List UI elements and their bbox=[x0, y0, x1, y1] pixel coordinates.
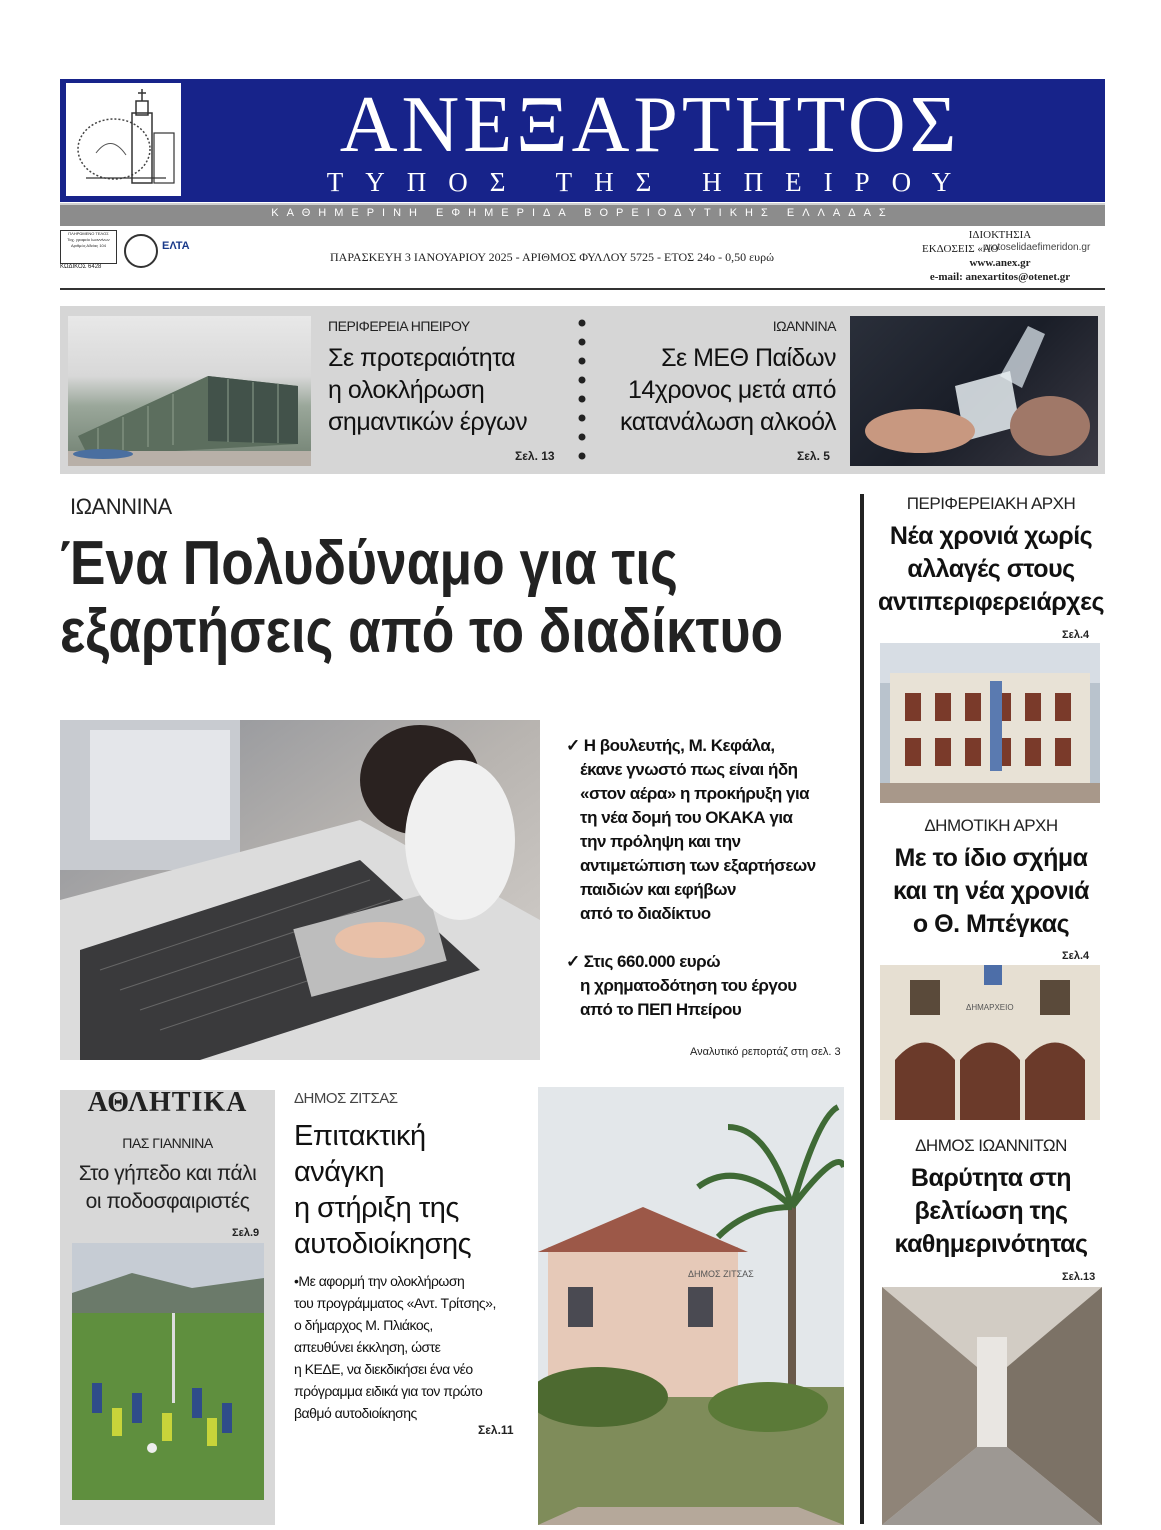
page-ref: Σελ.11 bbox=[478, 1423, 514, 1437]
logo-drawing-icon bbox=[66, 83, 181, 196]
email-link[interactable]: e-mail: anexartitos@otenet.gr bbox=[929, 271, 1071, 283]
rc-headline[interactable] bbox=[876, 520, 1106, 619]
bottle-hand-icon bbox=[850, 316, 1098, 466]
dotted-separator bbox=[578, 318, 586, 468]
rc-headline[interactable] bbox=[876, 842, 1106, 941]
building-render-icon bbox=[68, 316, 311, 466]
headline-line: Ένα Πολυδύναμο για τις bbox=[60, 529, 678, 598]
report-reference: Αναλυτικό ρεπορτάζ στη σελ. 3 bbox=[690, 1046, 841, 1058]
headline-line: οι ποδοσφαιριστές bbox=[85, 1190, 250, 1213]
headline-line: η ολοκλήρωση bbox=[328, 376, 485, 404]
photo-town-hall bbox=[880, 965, 1100, 1120]
postage-line: Αριθμός Αδείας 104 bbox=[71, 243, 106, 248]
rc-kicker: ΔΗΜΟΤΙΚΗ ΑΡΧΗ bbox=[924, 816, 1058, 835]
main-kicker: ΙΩΑΝΝΙΝΑ bbox=[70, 494, 172, 519]
headline-line: αλλαγές στους bbox=[907, 555, 1075, 583]
body-line: βαθμό αυτοδιοίκησης bbox=[294, 1405, 417, 1421]
photo-regional-building bbox=[880, 643, 1100, 803]
zitsa-sign: ΔΗΜΟΣ ΖΙΤΣΑΣ bbox=[688, 1269, 754, 1279]
newspaper-subtitle: ΤΥΠΟΣ ΤΗΣ ΗΠΕΙΡΟΥ bbox=[326, 167, 974, 197]
bullet-line: τη νέα δομή του ΟΚΑΚΑ για bbox=[580, 808, 793, 827]
teaser-label: ΙΩΑΝΝΙΝΑ bbox=[772, 318, 836, 334]
page-ref: Σελ.4 bbox=[1062, 629, 1090, 641]
bullet-line: η χρηματοδότηση του έργου bbox=[580, 976, 797, 995]
rc-headline[interactable] bbox=[876, 1162, 1106, 1261]
postage-line: Ταχ. γραφείο Ιωαννίνων bbox=[67, 237, 110, 242]
postage-box bbox=[60, 230, 117, 264]
teaser-photo-building bbox=[68, 316, 311, 466]
headline-line: κατανάλωση αλκοόλ bbox=[620, 408, 836, 436]
page-ref: Σελ.9 bbox=[232, 1227, 260, 1239]
teaser-label: ΠΕΡΙΦΕΡΕΙΑ ΗΠΕΙΡΟΥ bbox=[328, 318, 470, 334]
headline-line: αντιπεριφερειάρχες bbox=[878, 588, 1104, 616]
headline-line: ο Θ. Μπέγκας bbox=[912, 910, 1070, 938]
headline-line: βελτίωση της bbox=[914, 1197, 1068, 1225]
watermark: protoselidaefimeridon.gr bbox=[983, 242, 1091, 253]
ownership-line: ΕΚΔΟΣΕΙΣ «ΛΟ bbox=[922, 243, 999, 255]
photo-zitsa-townhall bbox=[538, 1087, 844, 1525]
bullet-line: Η βουλευτής, Μ. Κεφάλα, bbox=[583, 736, 775, 755]
headline-line: Σε προτεραιότητα bbox=[328, 344, 516, 372]
headline-line: η στήριξη της bbox=[294, 1192, 459, 1224]
website-link[interactable]: www.anex.gr bbox=[969, 257, 1031, 269]
headline-line: Με το ίδιο σχήμα bbox=[894, 844, 1088, 872]
check-icon: ✓ bbox=[566, 736, 580, 755]
zitsa-body bbox=[294, 1270, 534, 1424]
zitsa-kicker: ΔΗΜΟΣ ΖΙΤΣΑΣ bbox=[294, 1090, 398, 1107]
photo-street bbox=[882, 1287, 1102, 1525]
bullet-line: «στον αέρα» η προκήρυξη για bbox=[580, 784, 810, 803]
page-ref: Σελ.4 bbox=[1062, 950, 1090, 962]
tagline: ΚΑΘΗΜΕΡΙΝΗ ΕΦΗΜΕΡΙΔΑ ΒΟΡΕΙΟΔΥΤΙΚΗΣ ΕΛΛΑΔΑΣ bbox=[271, 207, 894, 219]
headline-line: Σε ΜΕΘ Παίδων bbox=[661, 344, 836, 372]
headline-line: σημαντικών έργων bbox=[328, 408, 528, 436]
body-line: απευθύνει έκκληση, ώστε bbox=[294, 1339, 441, 1355]
headline-line: ανάγκη bbox=[294, 1156, 385, 1188]
photo-football-training bbox=[72, 1243, 264, 1500]
headline-line: Βαρύτητα στη bbox=[910, 1164, 1072, 1192]
body-line: ο δήμαρχος Μ. Πλιάκος, bbox=[294, 1317, 433, 1333]
main-photo-child-computer bbox=[60, 720, 540, 1060]
headline-line: 14χρονος μετά από bbox=[627, 376, 836, 404]
elta-logo bbox=[162, 236, 212, 264]
bullet-line: αντιμετώπιση των εξαρτήσεων bbox=[580, 856, 816, 875]
sports-kicker: ΠΑΣ ΓΙΑΝΝΙΝΑ bbox=[122, 1135, 213, 1151]
body-line: η ΚΕΔΕ, να διεκδικήσει ένα νέο bbox=[294, 1361, 473, 1377]
bullet-line: Στις 660.000 ευρώ bbox=[583, 952, 721, 971]
bullet-line: έκανε γνωστό πως είναι ήδη bbox=[580, 760, 798, 779]
teaser-headline[interactable] bbox=[328, 342, 558, 438]
headline-line: Στο γήπεδο και πάλι bbox=[78, 1162, 257, 1185]
main-bullet-1 bbox=[566, 734, 856, 926]
newspaper-title: ΑΝΕΞΑΡΤΗΤΟΣ bbox=[339, 81, 961, 169]
bullet-line: από το ΠΕΠ Ηπείρου bbox=[580, 1000, 742, 1019]
bullet-line: παιδιών και εφήβων bbox=[580, 880, 736, 899]
headline-line: καθημερινότητας bbox=[894, 1230, 1088, 1258]
main-headline[interactable] bbox=[60, 530, 851, 666]
column-rule bbox=[860, 494, 864, 1524]
rc-kicker: ΔΗΜΟΣ ΙΩΑΝΝΙΤΩΝ bbox=[915, 1136, 1067, 1155]
zitsa-headline[interactable] bbox=[294, 1118, 534, 1262]
body-line: του προγράμματος «Αντ. Τρίτσης», bbox=[294, 1295, 496, 1311]
sports-section-title: ΑΘΛΗΤΙΚΑ bbox=[87, 1087, 248, 1118]
headline-line: και τη νέα χρονιά bbox=[892, 877, 1090, 905]
sports-headline[interactable] bbox=[60, 1160, 275, 1216]
seal-icon bbox=[124, 234, 158, 268]
main-bullet-2 bbox=[566, 950, 856, 1022]
ownership-line: ΙΔΙΟΚΤΗΣΙΑ bbox=[968, 229, 1032, 241]
bullet-line: την πρόληψη και την bbox=[580, 832, 741, 851]
dateline: ΠΑΡΑΣΚΕΥΗ 3 ΙΑΝΟΥΑΡΙΟΥ 2025 - ΑΡΙΘΜΟΣ ΦΥΛΛΟΥ 5725 - ΕΤΟΣ 24ο - 0,50 ευρώ bbox=[330, 250, 774, 264]
page-ref: Σελ. 5 bbox=[797, 449, 830, 463]
headline-line: εξαρτήσεις από το διαδίκτυο bbox=[60, 597, 784, 666]
postal-code: ΚΩΔΙΚΟΣ 6428 bbox=[60, 264, 102, 270]
ownership-block bbox=[900, 228, 1100, 284]
postage-line: ΠΛΗΡΩΜΕΝΟ ΤΕΛΟΣ bbox=[68, 231, 109, 236]
page-ref: Σελ.13 bbox=[1062, 1271, 1096, 1283]
teaser-photo-alcohol bbox=[850, 316, 1098, 466]
page-ref: Σελ. 13 bbox=[515, 449, 555, 463]
headline-line: Νέα χρονιά χωρίς bbox=[889, 522, 1093, 550]
rc-kicker: ΠΕΡΙΦΕΡΕΙΑΚΗ ΑΡΧΗ bbox=[906, 494, 1076, 513]
check-icon: ✓ bbox=[566, 952, 580, 971]
body-line: •Με αφορμή την ολοκλήρωση bbox=[294, 1273, 465, 1289]
divider bbox=[60, 288, 1105, 290]
headline-line: αυτοδιοίκησης bbox=[294, 1228, 472, 1260]
body-line: πρόγραμμα ειδικά για τον πρώτο bbox=[294, 1383, 483, 1399]
building-sign: ΔΗΜΑΡΧΕΙΟ bbox=[966, 1003, 1014, 1012]
bullet-line: από το διαδίκτυο bbox=[580, 904, 711, 923]
elta-text: ΕΛΤΑ bbox=[162, 240, 190, 252]
newspaper-logo bbox=[66, 83, 181, 196]
teaser-headline[interactable] bbox=[600, 342, 836, 438]
headline-line: Επιτακτική bbox=[294, 1120, 426, 1152]
